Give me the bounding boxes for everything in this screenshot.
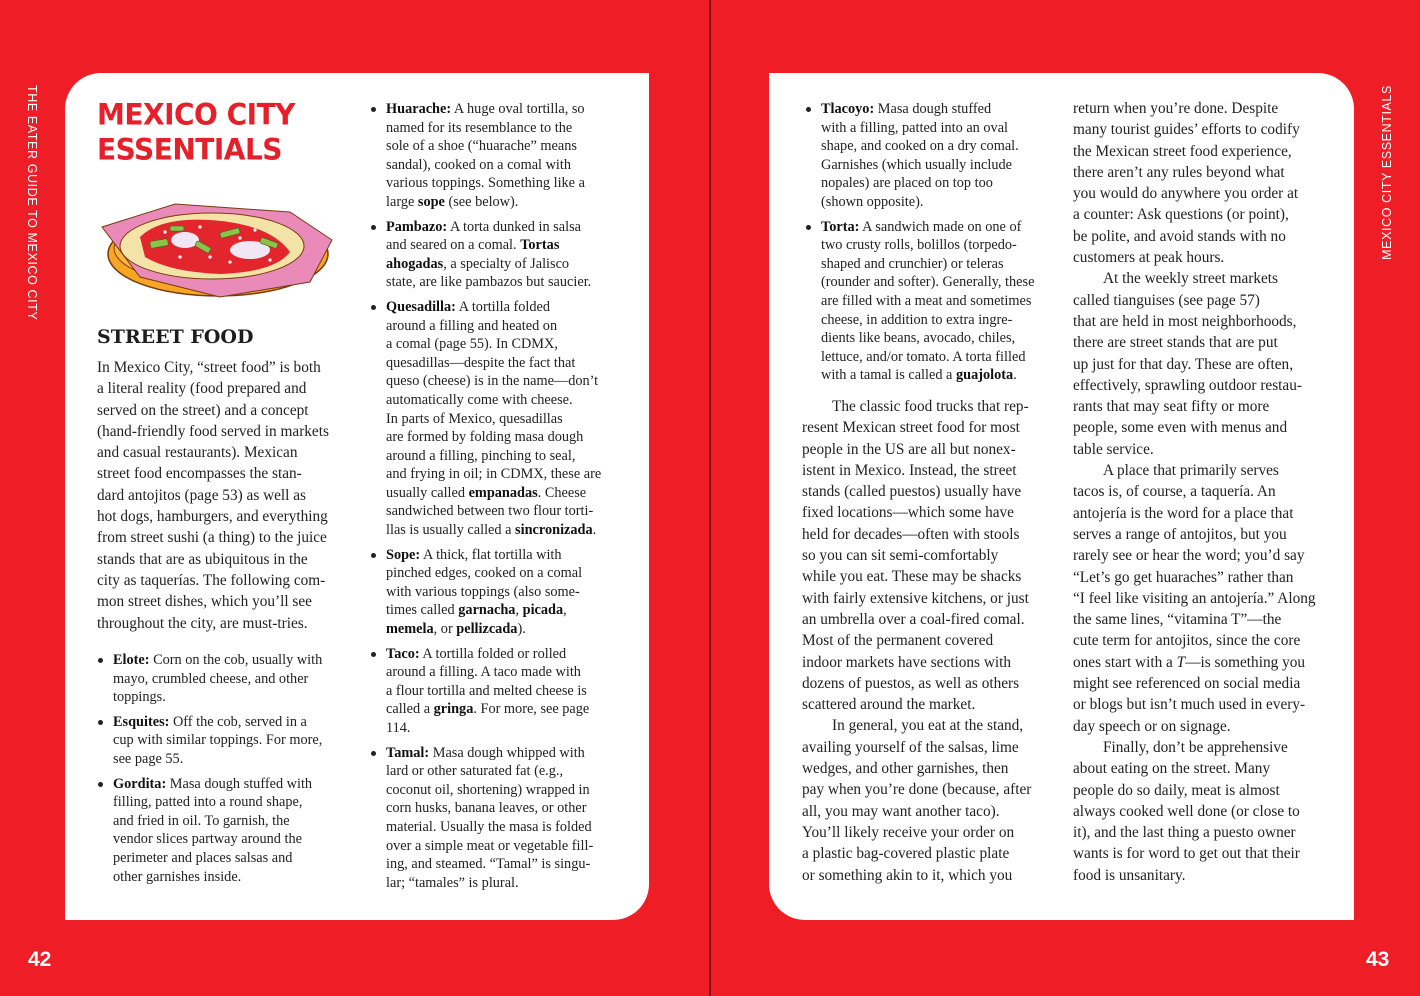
text-line: a comal (page 55). In CDMX, xyxy=(386,336,558,353)
text-line: automatically come with cheese. xyxy=(386,391,573,408)
text-line xyxy=(386,620,601,639)
text-line: You’ll likely receive your order on xyxy=(802,823,1015,841)
text-line: pay when you’re done (because, after xyxy=(802,781,1032,799)
text-line: (shown opposite). xyxy=(821,193,924,210)
text-line: an umbrella over a coal-fired comal. xyxy=(802,610,1025,628)
left-col2-list xyxy=(370,100,601,898)
text-line: indoor markets have sections with xyxy=(802,653,1012,671)
text-line: around a filling, pinching to seal, xyxy=(386,447,576,464)
bold-term: Taco: xyxy=(386,645,420,662)
text-line: Most of the permanent covered xyxy=(802,632,994,650)
text-line xyxy=(386,546,601,565)
text-run: A thick, flat tortilla with xyxy=(420,546,562,563)
text-line: mon street dishes, which you’ll see xyxy=(97,593,312,611)
text-line: shape, and cooked on a dry comal. xyxy=(821,138,1019,155)
bold-term: Tamal: xyxy=(386,744,430,761)
text-line: “I feel like visiting an antojería.” Along xyxy=(1073,589,1316,607)
text-line: there aren’t any rules beyond what xyxy=(1073,163,1285,181)
text-run: A tortilla folded or rolled xyxy=(419,645,567,662)
bold-term: sincronizada xyxy=(515,522,593,539)
text-line: dients like beans, avocado, chiles, xyxy=(821,330,1016,347)
text-run: with a tamal is called a xyxy=(821,367,956,384)
list-item xyxy=(370,218,601,292)
text-line: or blogs but isn’t much used in every- xyxy=(1073,696,1306,714)
text-run: and seared on a comal. xyxy=(386,237,521,254)
text-line xyxy=(386,218,601,237)
bold-term: memela xyxy=(386,621,434,638)
page-title xyxy=(97,97,295,166)
text-line: sandwiched between two flour torti- xyxy=(386,503,594,520)
text-line: pinched edges, cooked on a comal xyxy=(386,565,583,582)
text-line: vendor slices partway around the xyxy=(113,831,302,848)
text-line: people do so daily, meat is almost xyxy=(1073,781,1280,799)
text-line: about eating on the street. Many xyxy=(1073,760,1271,778)
text-run: , a specialty of Jalisco xyxy=(443,255,570,272)
text-run: . xyxy=(592,522,597,539)
right-col2-text xyxy=(1073,98,1316,886)
text-run: , or xyxy=(433,621,457,638)
text-run: llas is usually called a xyxy=(386,522,516,539)
text-run: times called xyxy=(386,602,459,619)
text-line xyxy=(386,601,601,620)
left-col1-text xyxy=(97,357,329,634)
text-line: with various toppings (also some- xyxy=(386,583,580,600)
text-line xyxy=(821,100,1034,119)
list-item xyxy=(97,713,322,769)
text-line xyxy=(386,100,601,119)
text-line xyxy=(821,366,1034,385)
text-run: Off the cob, served in a xyxy=(169,713,307,730)
right-col1-text xyxy=(802,396,1031,886)
paragraph xyxy=(1073,268,1316,460)
text-line: Finally, don’t be apprehensive xyxy=(1103,738,1288,756)
text-line: istent in Mexico. Instead, the street xyxy=(802,461,1017,479)
text-run: . Cheese xyxy=(537,484,587,501)
text-line: food is unsanitary. xyxy=(1073,866,1186,884)
bold-term: Huarache: xyxy=(386,101,452,117)
text-line: are formed by folding masa dough xyxy=(386,429,584,446)
text-line: and casual restaurants). Mexican xyxy=(97,444,298,462)
text-line: wedges, and other garnishes, then xyxy=(802,760,1009,778)
text-run: . xyxy=(1013,367,1017,384)
bold-term: Sope: xyxy=(386,546,421,563)
text-run: A tortilla folded xyxy=(455,298,551,315)
text-line xyxy=(386,193,601,212)
text-line xyxy=(386,255,601,274)
text-line: around a filling and heated on xyxy=(386,317,558,334)
running-header-right: MEXICO CITY ESSENTIALS xyxy=(1380,85,1394,260)
text-run: A torta dunked in salsa xyxy=(447,218,581,235)
text-line: shaped and crunchier) or teleras xyxy=(821,255,1004,272)
text-line: effectively, sprawling outdoor restau- xyxy=(1073,376,1302,394)
text-line: various toppings. Something like a xyxy=(386,175,585,192)
text-line: served on the street) and a concept xyxy=(97,401,309,419)
page-number-right: 43 xyxy=(1366,948,1390,971)
text-line xyxy=(386,298,601,317)
text-line xyxy=(113,775,322,794)
text-line: a literal reality (food prepared and xyxy=(97,380,307,398)
text-run: large xyxy=(386,193,418,210)
text-line: up just for that day. These are often, xyxy=(1073,355,1294,373)
bold-term: Tlacoyo: xyxy=(821,101,875,117)
text-line: might see referenced on social media xyxy=(1073,675,1301,693)
text-line: from street sushi (a thing) to the juice xyxy=(97,529,327,547)
text-line: sole of a shoe (“huarache” means xyxy=(386,138,577,155)
text-line: people, some even with menus and xyxy=(1073,419,1288,437)
paragraph xyxy=(1073,98,1316,268)
spine-divider xyxy=(709,0,711,996)
text-run: , xyxy=(515,602,523,619)
page-number-left: 42 xyxy=(28,948,52,971)
text-line: availing yourself of the salsas, lime xyxy=(802,738,1019,756)
text-line: serves a range of antojitos, but you xyxy=(1073,525,1287,543)
text-line: A place that primarily serves xyxy=(1103,462,1279,480)
text-line: return when you’re done. Despite xyxy=(1073,100,1279,117)
text-line: (hand-friendly food served in markets xyxy=(97,422,329,440)
text-run: usually called xyxy=(386,484,469,501)
text-run: Corn on the cob, usually with xyxy=(149,652,323,668)
bold-term: picada xyxy=(522,602,564,619)
text-line: see page 55. xyxy=(113,750,184,767)
text-line: quesadillas—despite the fact that xyxy=(386,354,576,371)
list-item xyxy=(370,645,601,738)
list-item xyxy=(370,546,601,639)
list-item xyxy=(370,298,601,540)
text-line: In general, you eat at the stand, xyxy=(832,717,1024,735)
paragraph xyxy=(802,715,1031,885)
paragraph xyxy=(1073,460,1316,737)
text-line: and fried in oil. To garnish, the xyxy=(113,812,290,829)
text-line: a plastic bag-covered plastic plate xyxy=(802,845,1010,863)
text-line: “Let’s go get huaraches” rather than xyxy=(1073,568,1294,586)
bold-term: gringa xyxy=(433,701,474,718)
text-line: people in the US are all but nonex- xyxy=(802,440,1016,458)
text-line: are filled with a meat and sometimes xyxy=(821,292,1032,309)
text-run: (see below). xyxy=(444,193,519,210)
text-line: lard or other saturated fat (e.g., xyxy=(386,763,564,780)
title-line: MEXICO CITY xyxy=(97,97,295,132)
text-line: while you eat. These may be shacks xyxy=(802,568,1022,586)
italic-term: T xyxy=(1176,653,1186,671)
list-item xyxy=(370,100,601,212)
text-line: dard antojitos (page 53) as well as xyxy=(97,486,306,504)
text-line: called tianguises (see page 57) xyxy=(1073,291,1260,309)
huarache-illustration xyxy=(100,182,340,307)
text-line: lar; “tamales” is plural. xyxy=(386,874,519,891)
text-line: there are street stands that are put xyxy=(1073,334,1278,352)
text-line xyxy=(113,651,322,670)
text-line xyxy=(821,218,1034,237)
text-line: with a filling, patted into an oval xyxy=(821,119,1009,136)
text-line: the same lines, “vitamina T”—the xyxy=(1073,611,1282,629)
text-line: 114. xyxy=(386,720,411,736)
text-line: state, are like pambazos but saucier. xyxy=(386,274,592,291)
text-line: corn husks, banana leaves, or other xyxy=(386,800,587,817)
text-line: street food encompasses the stan- xyxy=(97,465,302,483)
text-line: The classic food trucks that rep- xyxy=(832,398,1029,415)
right-col1-list xyxy=(805,100,1034,391)
running-header-left: THE EATER GUIDE TO MEXICO CITY xyxy=(25,85,39,321)
bold-term: Elote: xyxy=(113,652,150,668)
text-line: (rounder and softer). Generally, these xyxy=(821,274,1035,291)
text-line: table service. xyxy=(1073,440,1154,458)
text-line: At the weekly street markets xyxy=(1103,270,1279,288)
text-line: tacos is, of course, a taquería. An xyxy=(1073,483,1276,501)
text-line: coconut oil, shortening) wrapped in xyxy=(386,781,590,798)
text-line: be polite, and avoid stands with no xyxy=(1073,227,1286,245)
text-line: Garnishes (which usually include xyxy=(821,156,1012,173)
text-line: so you can sit semi-comfortably xyxy=(802,547,999,565)
text-line: many tourist guides’ efforts to codify xyxy=(1073,121,1300,139)
text-line: throughout the city, are must-tries. xyxy=(97,614,308,632)
text-line xyxy=(386,236,601,255)
paragraph xyxy=(97,357,329,634)
text-run: A huge oval tortilla, so xyxy=(451,101,585,117)
bold-term: Pambazo: xyxy=(386,218,448,235)
text-run: called a xyxy=(386,701,434,718)
bold-term: Gordita: xyxy=(113,775,167,792)
text-line: filling, patted into a round shape, xyxy=(113,794,303,811)
list-item xyxy=(805,218,1034,385)
text-line: with fairly extensive kitchens, or just xyxy=(802,589,1029,607)
text-line: a counter: Ask questions (or point), xyxy=(1073,206,1289,224)
text-line xyxy=(1073,652,1316,673)
bold-term: Torta: xyxy=(821,218,860,235)
text-line xyxy=(386,700,601,719)
text-line: material. Usually the masa is folded xyxy=(386,818,592,835)
text-run: A sandwich made on one of xyxy=(859,218,1022,235)
text-line: or something akin to it, which you xyxy=(802,866,1013,884)
list-item xyxy=(97,651,322,707)
text-line: perimeter and places salsas and xyxy=(113,849,293,866)
text-run: Masa dough stuffed with xyxy=(166,775,313,792)
text-run: , xyxy=(563,602,567,619)
text-line: mayo, crumbled cheese, and other xyxy=(113,670,309,687)
text-line: two crusty rolls, bolillos (torpedo- xyxy=(821,237,1017,254)
section-heading: STREET FOOD xyxy=(97,326,254,348)
text-line: toppings. xyxy=(113,689,166,706)
text-line: around a filling. A taco made with xyxy=(386,664,581,681)
text-line: rarely see or hear the word; you’d say xyxy=(1073,547,1305,565)
text-line: a flour tortilla and melted cheese is xyxy=(386,682,587,699)
text-line: you would do anywhere you order at xyxy=(1073,185,1299,203)
text-line: In Mexico City, “street food” is both xyxy=(97,359,321,376)
text-line: antojería is the word for a place that xyxy=(1073,504,1294,522)
paragraph xyxy=(1073,737,1316,886)
text-line xyxy=(113,713,322,732)
text-run: —is something you xyxy=(1185,653,1306,671)
text-line: resent Mexican street food for most xyxy=(802,419,1020,437)
text-line: hot dogs, hamburgers, and everything xyxy=(97,508,328,526)
text-line: nopales) are placed on top too xyxy=(821,175,993,192)
bold-term: ahogadas xyxy=(386,255,444,272)
paragraph xyxy=(802,396,1031,715)
text-line: it), and the last thing a puesto owner xyxy=(1073,824,1296,842)
text-line: cup with similar toppings. For more, xyxy=(113,732,323,749)
text-line: fixed locations—which some have xyxy=(802,504,1014,522)
text-line: wants is for word to get out that their xyxy=(1073,845,1300,863)
text-run: Masa dough whipped with xyxy=(429,744,585,761)
text-line xyxy=(386,521,601,540)
bold-term: empanadas xyxy=(468,484,538,501)
text-line: cute term for antojitos, since the core xyxy=(1073,632,1301,650)
list-item xyxy=(805,100,1034,212)
text-line: held for decades—often with stools xyxy=(802,525,1020,543)
text-line: stands that are as ubiquitous in the xyxy=(97,550,308,568)
text-run: ). xyxy=(517,621,526,638)
text-run: . For more, see page xyxy=(473,701,590,718)
text-line: day speech or on signage. xyxy=(1073,717,1231,735)
text-line: rants that may seat fifty or more xyxy=(1073,398,1270,416)
text-line: city as taquerías. The following com- xyxy=(97,571,326,589)
bold-term: guajolota xyxy=(955,367,1014,384)
text-line xyxy=(386,744,601,763)
text-line: stands (called puestos) usually have xyxy=(802,483,1022,501)
bold-term: Quesadilla: xyxy=(386,298,456,315)
text-run: Masa dough stuffed xyxy=(874,101,992,117)
text-line xyxy=(386,484,601,503)
text-line: over a simple meat or vegetable fill- xyxy=(386,837,594,854)
text-line: customers at peak hours. xyxy=(1073,249,1225,267)
text-run: ones start with a xyxy=(1073,653,1177,671)
text-line: all, you may want another taco). xyxy=(802,802,1000,820)
text-line: ing, and steamed. “Tamal” is singu- xyxy=(386,856,591,873)
bold-term: Esquites: xyxy=(113,713,170,730)
text-line: the Mexican street food experience, xyxy=(1073,142,1292,160)
bold-term: pellizcada xyxy=(456,621,518,638)
text-line: always cooked well done (or close to xyxy=(1073,802,1300,820)
text-line: and frying in oil; in CDMX, these are xyxy=(386,466,602,483)
text-line: sandal), cooked on a comal with xyxy=(386,156,572,173)
bold-term: garnacha xyxy=(458,602,516,619)
bold-term: sope xyxy=(417,193,445,210)
list-item xyxy=(370,744,601,893)
text-line: that are held in most neighborhoods, xyxy=(1073,312,1297,330)
text-line: In parts of Mexico, quesadillas xyxy=(386,410,563,427)
text-line: queso (cheese) is in the name—don’t xyxy=(386,373,599,390)
list-item xyxy=(97,775,322,887)
text-line xyxy=(386,645,601,664)
left-col1-list xyxy=(97,651,322,892)
title-line: ESSENTIALS xyxy=(97,132,282,167)
text-line: dozens of puestos, as well as others xyxy=(802,674,1020,692)
text-line: cheese, in addition to extra ingre- xyxy=(821,311,1013,328)
text-line: scattered around the market. xyxy=(802,696,976,714)
text-line: named for its resemblance to the xyxy=(386,119,573,136)
text-line: lettuce, and/or tomato. A torta filled xyxy=(821,348,1026,365)
bold-term: Tortas xyxy=(520,237,560,254)
text-line: other garnishes inside. xyxy=(113,868,242,885)
